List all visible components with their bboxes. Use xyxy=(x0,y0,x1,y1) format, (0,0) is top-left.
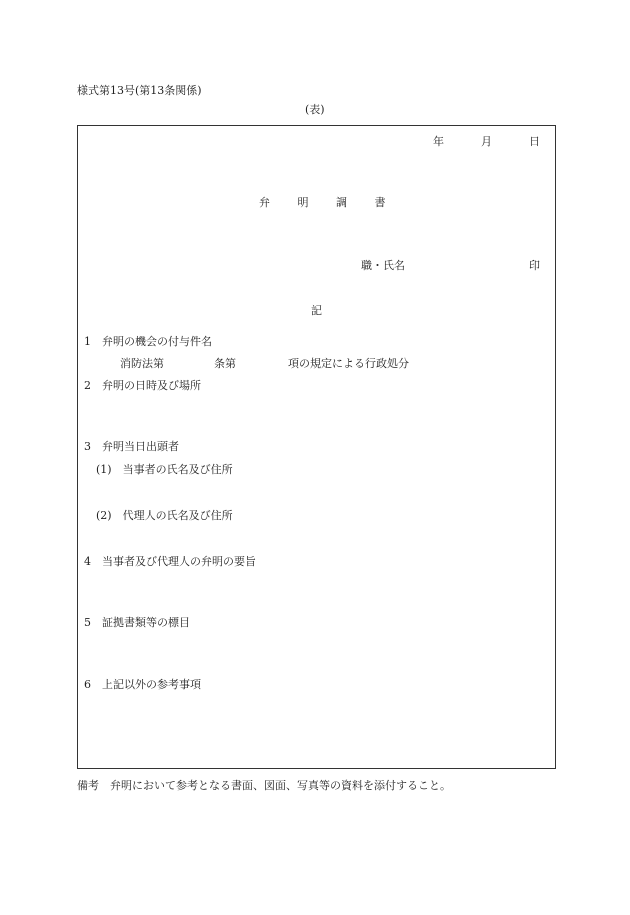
item-6-label: 6 上記以外の参考事項 xyxy=(84,678,201,691)
title-char: 弁 xyxy=(259,196,270,209)
seal-mark: 印 xyxy=(529,259,540,272)
item-3-sub-1: (1) 当事者の氏名及び住所 xyxy=(96,463,233,476)
remarks: 備考 弁明において参考となる書面、図面、写真等の資料を添付すること。 xyxy=(77,779,451,792)
title-char: 調 xyxy=(336,196,347,209)
date-year: 年 xyxy=(433,135,444,148)
item-1-label: 1 弁明の機会の付与件名 xyxy=(84,335,212,348)
title-char: 明 xyxy=(297,196,309,209)
date-day: 日 xyxy=(529,135,540,148)
signature-label: 職・氏名 xyxy=(361,259,405,272)
form-number: 様式第13号(第13条関係) xyxy=(77,84,202,97)
law-article: 条第 xyxy=(214,357,236,370)
date-month: 月 xyxy=(481,135,492,148)
ki-heading: 記 xyxy=(311,304,322,317)
document-title xyxy=(259,197,386,208)
item-3-sub-2: (2) 代理人の氏名及び住所 xyxy=(96,509,233,522)
item-5-label: 5 証拠書類等の標目 xyxy=(84,616,190,629)
item-4-label: 4 当事者及び代理人の弁明の要旨 xyxy=(84,555,256,568)
side-label: (表) xyxy=(305,103,325,116)
item-3-label: 3 弁明当日出頭者 xyxy=(84,440,179,453)
law-prefix: 消防法第 xyxy=(120,357,164,370)
title-char: 書 xyxy=(374,196,386,209)
item-2-label: 2 弁明の日時及び場所 xyxy=(84,379,201,392)
law-suffix: 項の規定による行政処分 xyxy=(288,357,409,370)
